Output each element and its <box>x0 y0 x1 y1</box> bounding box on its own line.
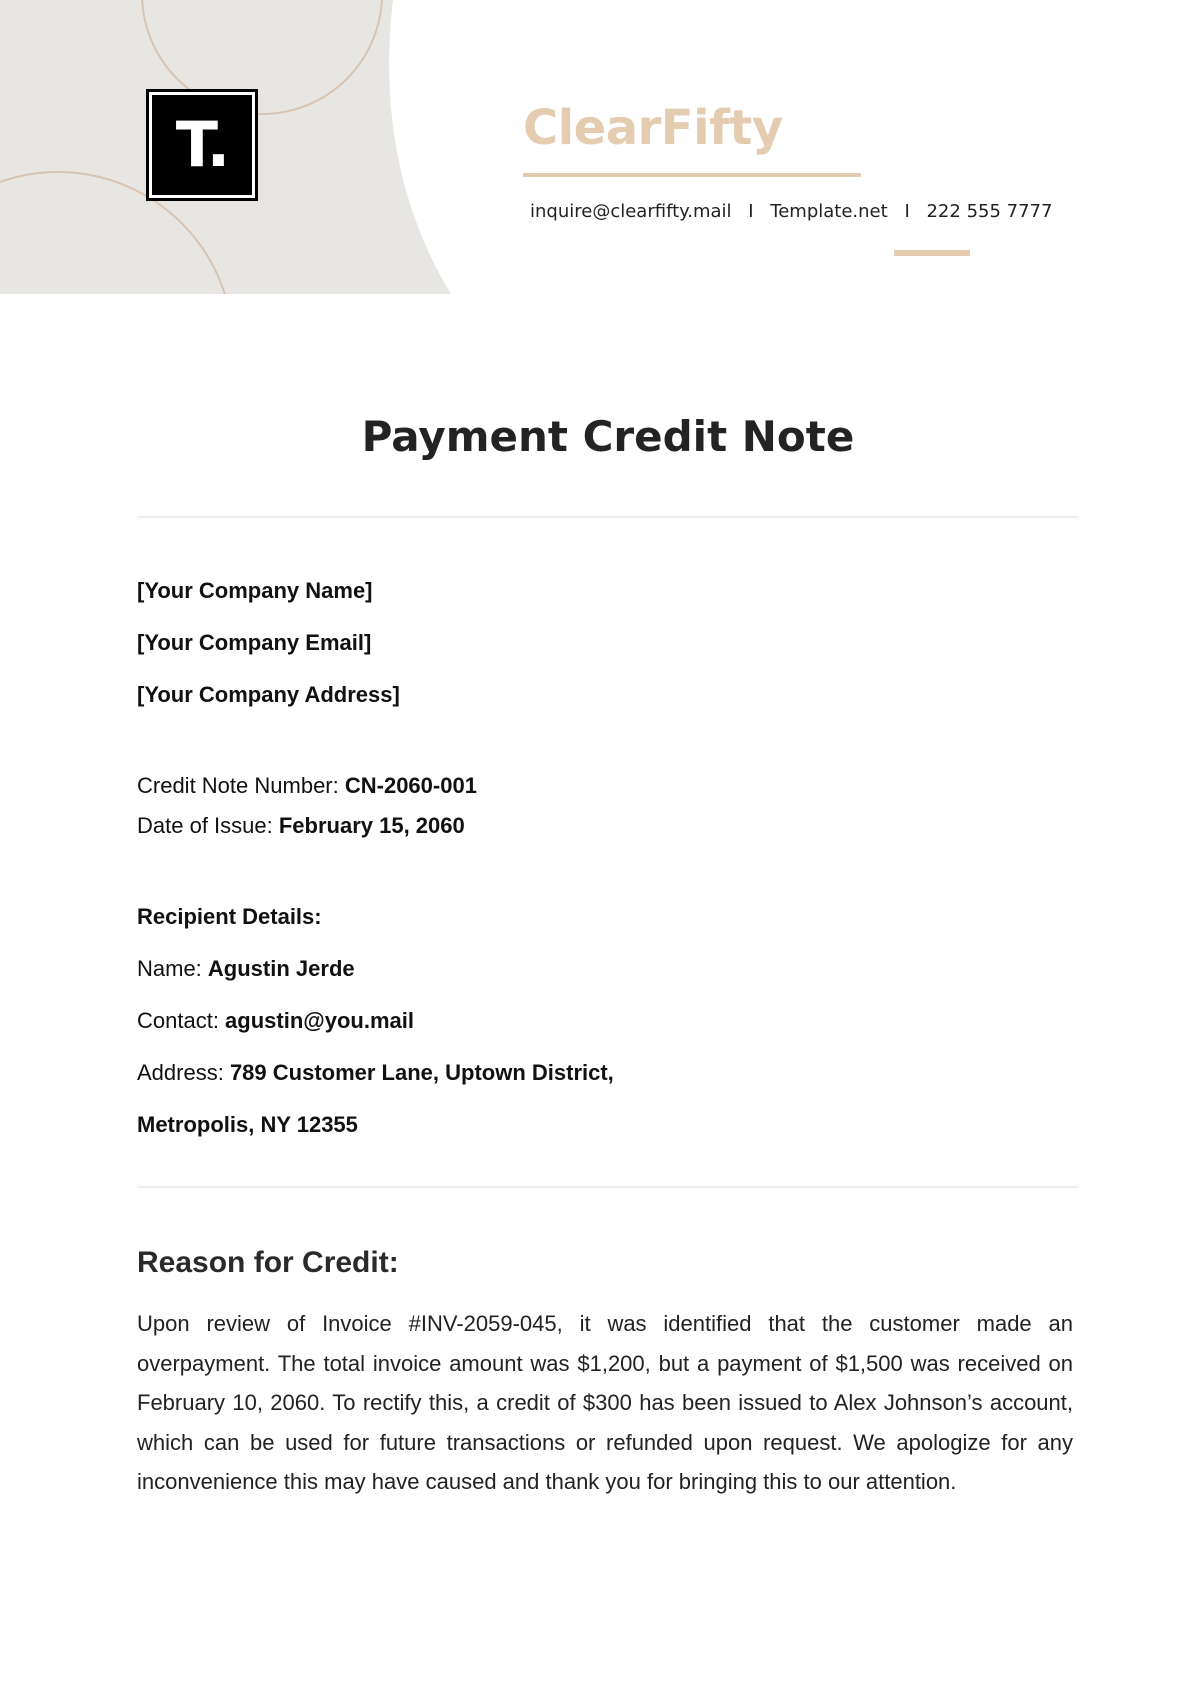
reason-heading: Reason for Credit: <box>137 1246 399 1279</box>
contact-website[interactable]: Template.net <box>770 201 888 222</box>
recipient-address-line1: 789 Customer Lane, Uptown District, <box>229 1060 614 1085</box>
company-email: [Your Company Email] <box>137 630 372 655</box>
accent-bar <box>894 250 970 256</box>
company-logo <box>146 89 258 201</box>
divider-top <box>137 516 1079 518</box>
contact-separator: I <box>748 201 754 222</box>
brand-name: ClearFifty <box>523 100 783 156</box>
credit-note-number-value: CN-2060-001 <box>344 773 477 798</box>
recipient-address-line2: Metropolis, NY 12355 <box>137 1112 358 1137</box>
contact-phone: 222 555 7777 <box>926 201 1053 222</box>
recipient-address-label: Address: <box>137 1060 230 1085</box>
credit-note-number <box>137 773 477 799</box>
contact-line <box>530 201 1052 223</box>
recipient-name-label: Name: <box>137 956 208 981</box>
company-name: [Your Company Name] <box>137 578 373 603</box>
contact-separator: I <box>904 201 910 222</box>
recipient-name-value: Agustin Jerde <box>207 956 355 981</box>
recipient-contact-value: agustin@you.mail <box>225 1008 414 1033</box>
date-of-issue-value: February 15, 2060 <box>278 813 465 838</box>
recipient-name <box>137 956 355 982</box>
credit-note-number-label: Credit Note Number: <box>137 773 345 798</box>
logo-letter: T. <box>152 95 252 195</box>
date-of-issue <box>137 813 465 839</box>
recipient-contact-label: Contact: <box>137 1008 226 1033</box>
document-title: Payment Credit Note <box>361 412 855 461</box>
brand-underline <box>523 173 861 177</box>
divider-middle <box>137 1186 1079 1188</box>
recipient-address <box>137 1060 614 1086</box>
company-address: [Your Company Address] <box>137 682 400 707</box>
recipient-contact <box>137 1008 414 1034</box>
contact-email[interactable]: inquire@clearfifty.mail <box>530 201 732 222</box>
recipient-heading: Recipient Details: <box>137 904 322 929</box>
reason-paragraph: Upon review of Invoice #INV-2059-045, it was identified that the customer made an overpayment. The total invoice amount was $1,200, but a payment of $1,500 was received on February 10, 2060. To rectify this, a credit of $300 has been issued to Alex Johnson’s account, which can be used for future transactions or refunded upon request. We apologize for any inconvenience this may have caused and thank you for bringing this to our attention. <box>137 1311 1073 1494</box>
date-of-issue-label: Date of Issue: <box>137 813 279 838</box>
